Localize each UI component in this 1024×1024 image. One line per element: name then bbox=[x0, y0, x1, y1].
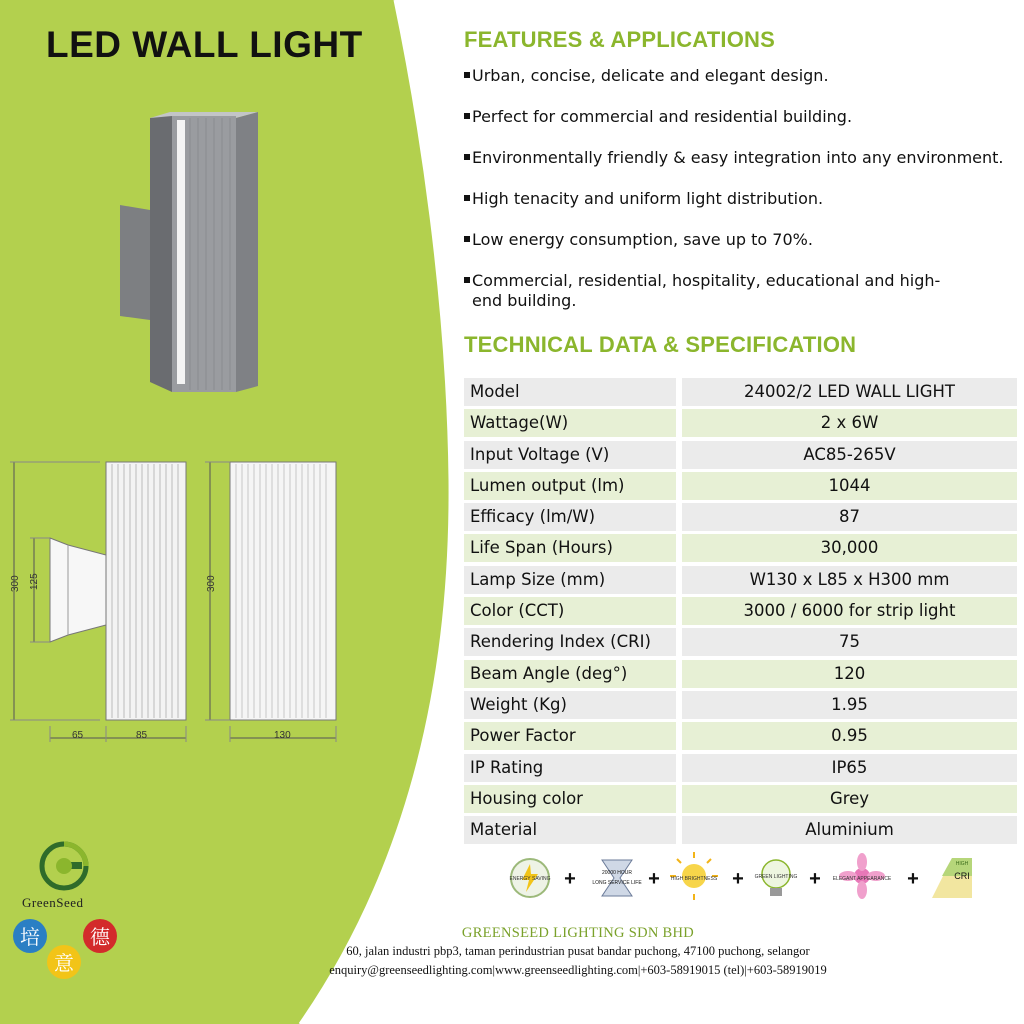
spec-row bbox=[464, 441, 1017, 469]
spec-label: Rendering Index (CRI) bbox=[464, 628, 676, 656]
spec-value: Grey bbox=[682, 785, 1017, 813]
plus-4: + bbox=[809, 868, 821, 890]
spec-label: Weight (Kg) bbox=[464, 691, 676, 719]
spec-row bbox=[464, 691, 1017, 719]
spec-table bbox=[464, 378, 1017, 847]
company-info bbox=[278, 925, 878, 980]
spec-row bbox=[464, 472, 1017, 500]
chinese-char-2: 意 bbox=[54, 951, 74, 975]
spec-value: 30,000 bbox=[682, 534, 1017, 562]
spec-label: Model bbox=[464, 378, 676, 406]
plus-2: + bbox=[648, 868, 660, 890]
company-address: 60, jalan industri pbp3, taman perindustrian pusat bandar puchong, 47100 puchong, selangor bbox=[346, 944, 810, 958]
spec-value: 0.95 bbox=[682, 722, 1017, 750]
energy-saving-icon bbox=[510, 859, 551, 897]
chinese-char-1: 培 bbox=[20, 925, 40, 949]
high-brightness-label: HIGH BRIGHTNESS bbox=[670, 876, 718, 882]
high-brightness-icon bbox=[670, 852, 718, 900]
dim-height-front: 300 bbox=[206, 575, 217, 592]
spec-value: 75 bbox=[682, 628, 1017, 656]
hourglass-icon bbox=[592, 860, 642, 896]
feature-item: Perfect for commercial and residential building. bbox=[464, 107, 1024, 148]
elegant-appearance-icon bbox=[833, 853, 892, 899]
spec-label: IP Rating bbox=[464, 754, 676, 782]
spec-value: 87 bbox=[682, 503, 1017, 531]
spec-row bbox=[464, 816, 1017, 844]
dim-width-front: 130 bbox=[274, 730, 291, 741]
spec-row bbox=[464, 785, 1017, 813]
feature-icons-strip bbox=[0, 850, 1024, 910]
elegant-label: ELEGANT APPEARANCE bbox=[832, 876, 892, 882]
energy-saving-label: ENERGY SAVING bbox=[509, 876, 551, 882]
company-contact: enquiry@greenseedlighting.com|www.greenseedlighting.com|+603-58919015 (tel)|+603-58919019 bbox=[329, 963, 827, 977]
spec-row bbox=[464, 378, 1017, 406]
long-life-hours-label: 20000 HOUR bbox=[601, 870, 633, 876]
spec-label: Wattage(W) bbox=[464, 409, 676, 437]
spec-label: Color (CCT) bbox=[464, 597, 676, 625]
spec-value: 1044 bbox=[682, 472, 1017, 500]
spec-label: Input Voltage (V) bbox=[464, 441, 676, 469]
spec-label: Lamp Size (mm) bbox=[464, 566, 676, 594]
spec-value: 1.95 bbox=[682, 691, 1017, 719]
cri-label: CRI bbox=[954, 871, 970, 881]
plus-3: + bbox=[732, 868, 744, 890]
spec-heading: TECHNICAL DATA & SPECIFICATION bbox=[464, 332, 857, 357]
spec-value: 24002/2 LED WALL LIGHT bbox=[682, 378, 1017, 406]
feature-item: High tenacity and uniform light distribution. bbox=[464, 189, 1024, 230]
spec-value: 2 x 6W bbox=[682, 409, 1017, 437]
features-list bbox=[464, 66, 1024, 315]
spec-value: AC85-265V bbox=[682, 441, 1017, 469]
long-life-label: LONG SERVICE LIFE bbox=[592, 880, 642, 886]
dim-height-bracket: 125 bbox=[29, 573, 40, 590]
feature-item: Low energy consumption, save up to 70%. bbox=[464, 230, 1024, 271]
feature-item: Commercial, residential, hospitality, educational and high-end building. bbox=[464, 271, 942, 315]
green-lighting-label: GREEN LIGHTING bbox=[754, 874, 798, 880]
feature-item: Urban, concise, delicate and elegant design. bbox=[464, 66, 1024, 107]
company-name: GREENSEED LIGHTING SDN BHD bbox=[461, 925, 695, 941]
features-heading: FEATURES & APPLICATIONS bbox=[464, 27, 775, 52]
green-lighting-icon bbox=[755, 860, 798, 896]
spec-row bbox=[464, 628, 1017, 656]
spec-label: Beam Angle (deg°) bbox=[464, 660, 676, 688]
product-title: LED WALL LIGHT bbox=[46, 24, 363, 65]
spec-label: Material bbox=[464, 816, 676, 844]
spec-value: IP65 bbox=[682, 754, 1017, 782]
spec-row bbox=[464, 660, 1017, 688]
spec-label: Efficacy (lm/W) bbox=[464, 503, 676, 531]
spec-label: Housing color bbox=[464, 785, 676, 813]
spec-row bbox=[464, 754, 1017, 782]
feature-item: Environmentally friendly & easy integration into any environment. bbox=[464, 148, 1024, 189]
spec-value: W130 x L85 x H300 mm bbox=[682, 566, 1017, 594]
plus-5: + bbox=[907, 868, 919, 890]
spec-row bbox=[464, 566, 1017, 594]
chinese-char-3: 德 bbox=[90, 925, 110, 949]
plus-1: + bbox=[564, 868, 576, 890]
spec-row bbox=[464, 722, 1017, 750]
cri-high-label: HIGH bbox=[955, 861, 969, 867]
spec-row bbox=[464, 534, 1017, 562]
spec-label: Power Factor bbox=[464, 722, 676, 750]
dim-height-total: 300 bbox=[10, 575, 21, 592]
spec-value: 120 bbox=[682, 660, 1017, 688]
dim-depth-bracket: 65 bbox=[72, 730, 84, 741]
spec-row bbox=[464, 597, 1017, 625]
cri-icon bbox=[932, 858, 972, 898]
spec-value: Aluminium bbox=[682, 816, 1017, 844]
spec-value: 3000 / 6000 for strip light bbox=[682, 597, 1017, 625]
spec-row bbox=[464, 409, 1017, 437]
spec-row bbox=[464, 503, 1017, 531]
spec-label: Life Span (Hours) bbox=[464, 534, 676, 562]
brand-name: GreenSeed bbox=[22, 895, 84, 910]
dim-depth-body: 85 bbox=[136, 730, 148, 741]
spec-label: Lumen output (lm) bbox=[464, 472, 676, 500]
